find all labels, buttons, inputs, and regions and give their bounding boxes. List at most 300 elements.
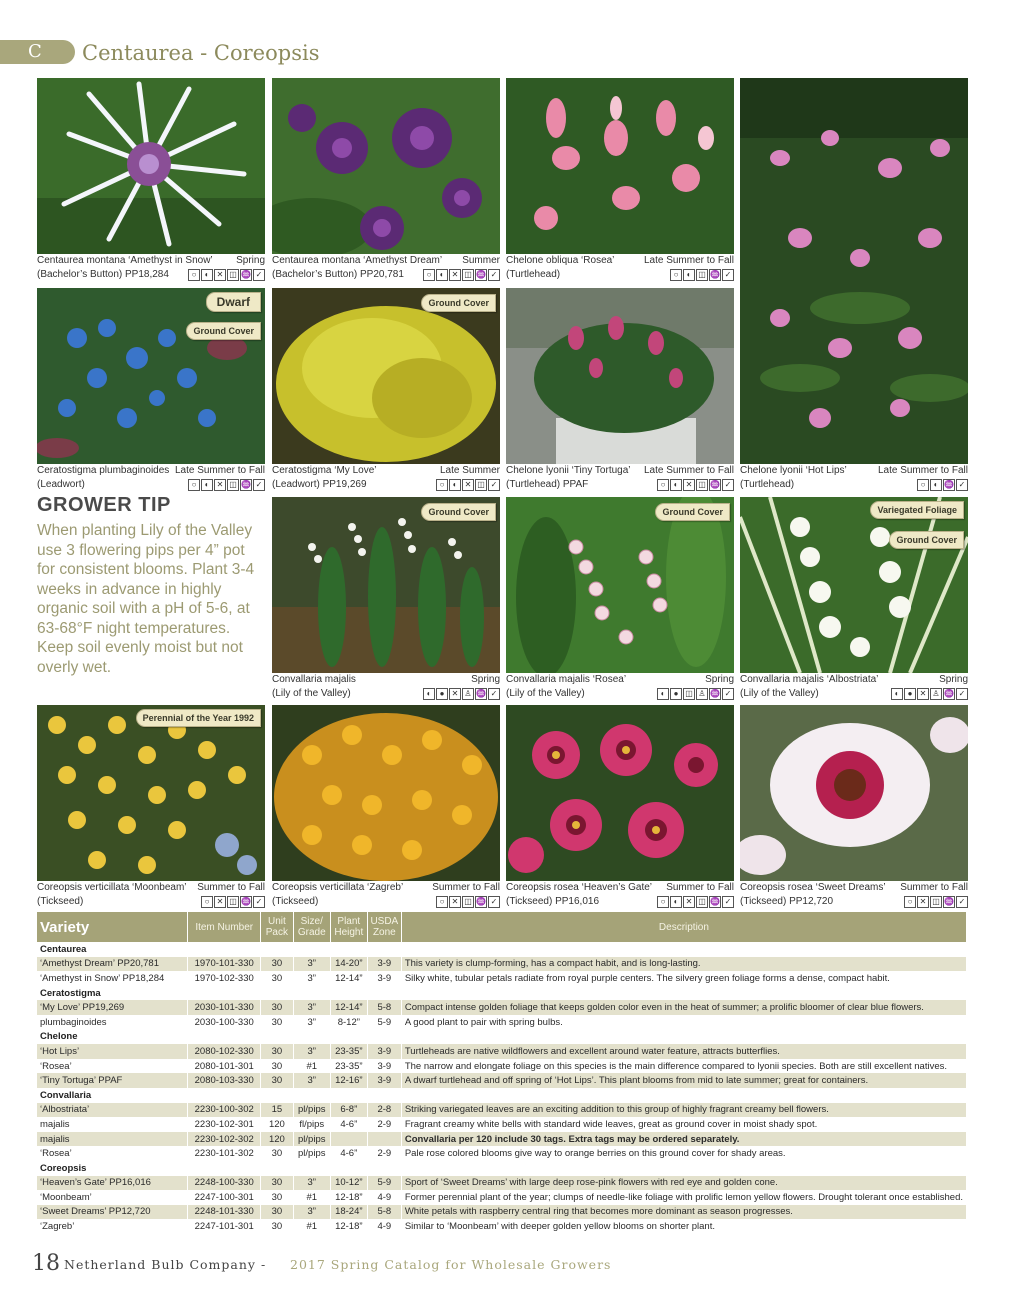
full-sun-icon: ○ [423,269,435,281]
plant-photo [740,78,968,464]
butterfly-icon: ♒ [476,897,486,906]
cut-flower-icon: ✓ [488,269,500,281]
bloom-season: Spring [939,674,968,685]
part-shade-icon: ◐ [201,269,213,281]
deer-resistant-icon: ✕ [214,479,226,491]
table-header-row [37,912,967,942]
plant-photo [740,705,968,881]
plant-common-name: (Lily of the Valley) [506,688,585,699]
container-icon: ◫ [696,896,708,908]
bloom-season: Spring [471,674,500,685]
ground-cover-badge: Ground Cover [655,503,730,521]
size-grade-cell: 3” [293,971,330,986]
table-row [37,1176,967,1191]
full-shade-icon: ● [670,688,682,700]
container-icon: ◫ [696,479,708,491]
size-grade-cell: 3” [293,1205,330,1220]
description-cell: Sport of ‘Sweet Dreams’ with large deep rose-pink flowers with red eye and golden cone. [401,1176,966,1191]
description-cell: Silky white, tubular petals radiate from royal purple centers. The silvery green foliage forms a dense, compact habit. [401,971,966,986]
size-grade-cell: #1 [293,1190,330,1205]
plant-height-cell: 12-16” [330,1073,367,1088]
description-cell: Convallaria per 120 include 30 tags. Extra tags may be ordered separately. [401,1132,966,1147]
table-row [37,1219,967,1234]
growing-icons [670,269,734,281]
deer-resistant-icon: ✕ [214,896,226,908]
plant-height-cell: 12-18” [330,1190,367,1205]
unit-pack-cell: 30 [261,1190,294,1205]
butterfly-icon: ♒ [710,480,720,489]
grower-tip [37,494,265,677]
col-unit-pack: Unit Pack [261,912,294,942]
variety-cell: ‘My Love’ PP19,269 [37,1000,188,1015]
growing-icons [891,688,968,700]
growing-icons [657,896,734,908]
item-number-cell: 2247-101-301 [188,1219,261,1234]
full-shade-icon: ● [436,688,448,700]
plant-name: Centaurea montana ‘Amethyst in Snow’ [37,255,213,266]
variety-cell: ‘Rosea’ [37,1146,188,1161]
cut-flower-icon: ✓ [956,688,968,700]
plant-common-name: (Tickseed) [37,896,84,907]
unit-pack-cell: 30 [261,1146,294,1161]
variety-cell: ‘Rosea’ [37,1059,188,1074]
col-variety: Variety [37,912,188,942]
plant-name: Ceratostigma ‘My Love’ [272,465,377,476]
group-name: Ceratostigma [37,986,967,1001]
container-icon: ◫ [683,688,695,700]
item-number-cell: 2080-101-301 [188,1059,261,1074]
col-plant-height: Plant Height [330,912,367,942]
full-sun-icon: ○ [904,896,916,908]
variety-cell: ‘Moonbeam’ [37,1190,188,1205]
size-grade-cell: 3” [293,1015,330,1030]
cut-flower-icon: ✓ [722,688,734,700]
table-group-row [37,1161,967,1176]
plant-height-cell [330,1132,367,1147]
plant-height-cell: 12-18” [330,1219,367,1234]
plant-height-cell: 4-6” [330,1146,367,1161]
variety-cell: ‘Tiny Tortuga’ PPAF [37,1073,188,1088]
bloom-season: Summer to Fall [666,882,734,893]
growing-icons [201,896,265,908]
size-grade-cell: pl/pips [293,1146,330,1161]
butterfly-icon: ♒ [710,270,720,279]
plant-name: Coreopsis rosea ‘Sweet Dreams’ [740,882,886,893]
table-group-row [37,986,967,1001]
table-row [37,957,967,972]
deer-resistant-icon: ✕ [917,896,929,908]
deer-resistant-icon: ✕ [449,688,461,700]
cut-flower-icon: ✓ [253,269,265,281]
usda-zone-cell: 4-9 [367,1219,401,1234]
full-sun-icon: ○ [670,269,682,281]
size-grade-cell: 3” [293,1176,330,1191]
butterfly-icon: ♒ [476,270,486,279]
group-name: Convallaria [37,1088,967,1103]
unit-pack-cell: 30 [261,1015,294,1030]
item-number-cell: 2248-100-330 [188,1176,261,1191]
size-grade-cell: #1 [293,1059,330,1074]
item-number-cell: 1970-101-330 [188,957,261,972]
cut-flower-icon: ✓ [488,479,500,491]
part-shade-icon: ◐ [201,479,213,491]
plant-common-name: (Turtlehead) PPAF [506,479,589,490]
full-sun-icon: ○ [436,896,448,908]
plant-name: Convallaria majalis ‘Rosea’ [506,674,627,685]
usda-zone-cell: 4-9 [367,1190,401,1205]
full-sun-icon: ○ [657,896,669,908]
container-icon: ◫ [696,269,708,281]
variety-table [37,912,967,1234]
cut-flower-icon: ✓ [722,479,734,491]
table-body [37,942,967,1234]
description-cell: Striking variegated leaves are an exciting addition to this group of highly fragrant creamy bell flowers. [401,1103,966,1118]
plant-photo [506,497,734,673]
plant-common-name: (Tickseed) PP12,720 [740,896,834,907]
butterfly-icon: ♒ [476,689,486,698]
part-shade-icon: ◐ [670,896,682,908]
ground-cover-badge: Ground Cover [186,322,261,340]
cut-flower-icon: ✓ [722,896,734,908]
item-number-cell: 2248-101-330 [188,1205,261,1220]
table-row [37,1117,967,1132]
usda-zone-cell [367,1132,401,1147]
butterfly-icon: ♒ [944,897,954,906]
plant-height-cell: 6-8” [330,1103,367,1118]
usda-zone-cell: 3-9 [367,1073,401,1088]
variety-cell: ‘Sweet Dreams’ PP12,720 [37,1205,188,1220]
deer-resistant-icon: ✕ [917,688,929,700]
bloom-season: Summer to Fall [197,882,265,893]
table-row [37,1205,967,1220]
plant-common-name: (Lily of the Valley) [272,688,351,699]
table-row [37,1103,967,1118]
cut-flower-icon: ✓ [488,896,500,908]
description-cell: A good plant to pair with spring bulbs. [401,1015,966,1030]
unit-pack-cell: 30 [261,1044,294,1059]
page-title: Centaurea - Coreopsis [82,41,320,65]
item-number-cell: 2080-103-330 [188,1073,261,1088]
part-shade-icon: ◐ [670,479,682,491]
bloom-season: Summer to Fall [900,882,968,893]
plant-common-name: (Leadwort) [37,479,85,490]
col-description: Description [401,912,966,942]
table-row [37,1059,967,1074]
butterfly-icon: ♒ [944,689,954,698]
poisonous-icon: ♙ [462,688,474,700]
plant-name: Coreopsis verticillata ‘Zagreb’ [272,882,404,893]
plant-name: Coreopsis verticillata ‘Moonbeam’ [37,882,187,893]
plant-photo [37,78,265,254]
table-row [37,971,967,986]
container-icon: ◫ [227,479,239,491]
deer-resistant-icon: ✕ [449,896,461,908]
container-icon: ◫ [227,269,239,281]
bloom-season: Late Summer [439,465,500,476]
col-size-grade: Size/ Grade [293,912,330,942]
plant-height-cell: 23-35” [330,1044,367,1059]
part-shade-icon: ◐ [683,269,695,281]
ground-cover-badge: Ground Cover [421,503,496,521]
variety-cell: majalis [37,1132,188,1147]
bloom-season: Summer to Fall [432,882,500,893]
deer-resistant-icon: ✕ [462,479,474,491]
variety-cell: ‘Amethyst Dream’ PP20,781 [37,957,188,972]
grower-tip-title: GROWER TIP [37,494,171,516]
table-row [37,1073,967,1088]
unit-pack-cell: 30 [261,1059,294,1074]
growing-icons [188,479,265,491]
full-sun-icon: ○ [917,479,929,491]
plant-height-cell: 14-20” [330,957,367,972]
item-number-cell: 2230-101-302 [188,1146,261,1161]
deer-resistant-icon: ✕ [683,896,695,908]
variegated-foliage-badge: Variegated Foliage [870,501,964,519]
bloom-season: Spring [705,674,734,685]
usda-zone-cell: 2-9 [367,1117,401,1132]
usda-zone-cell: 5-8 [367,1000,401,1015]
plant-height-cell: 23-35” [330,1059,367,1074]
growing-icons [423,688,500,700]
cut-flower-icon: ✓ [956,479,968,491]
variety-cell: ‘Zagreb’ [37,1219,188,1234]
item-number-cell: 2230-100-302 [188,1103,261,1118]
page-footer [32,1251,992,1279]
table-group-row [37,1088,967,1103]
usda-zone-cell: 3-9 [367,957,401,972]
butterfly-icon: ♒ [241,270,251,279]
usda-zone-cell: 3-9 [367,1059,401,1074]
table-row [37,1000,967,1015]
plant-photo [506,78,734,254]
plant-common-name: (Lily of the Valley) [740,688,819,699]
plant-name: Centaurea montana ‘Amethyst Dream’ [272,255,443,266]
plant-common-name: (Turtlehead) [740,479,795,490]
page-number: 18 [32,1251,60,1276]
growing-icons [436,479,500,491]
bloom-season: Late Summer to Fall [174,465,265,476]
col-usda-zone: USDA Zone [367,912,401,942]
plant-photo [740,497,968,673]
full-sun-icon: ○ [657,479,669,491]
variety-cell: ‘Albostriata’ [37,1103,188,1118]
unit-pack-cell: 30 [261,1176,294,1191]
usda-zone-cell: 2-9 [367,1146,401,1161]
group-name: Coreopsis [37,1161,967,1176]
butterfly-icon: ♒ [710,689,720,698]
plant-name: Chelone lyonii ‘Tiny Tortuga’ [506,465,631,476]
plant-photo [37,705,265,881]
description-cell: Fragrant creamy white bells with standard wide leaves, great as ground cover in moist shady spot. [401,1117,966,1132]
full-sun-icon: ○ [188,269,200,281]
group-name: Centaurea [37,942,967,957]
part-shade-icon: ◐ [930,479,942,491]
plant-photo [37,288,265,464]
unit-pack-cell: 120 [261,1132,294,1147]
size-grade-cell: pl/pips [293,1103,330,1118]
plant-common-name: (Bachelor’s Button) PP18,284 [37,269,169,280]
item-number-cell: 2030-100-330 [188,1015,261,1030]
description-cell: Pale rose colored blooms give way to orange berries on this ground cover for shady areas. [401,1146,966,1161]
growing-icons [188,269,265,281]
plant-height-cell: 10-12” [330,1176,367,1191]
item-number-cell: 2230-102-301 [188,1117,261,1132]
item-number-cell: 2230-102-302 [188,1132,261,1147]
container-icon: ◫ [227,896,239,908]
plant-common-name: (Leadwort) PP19,269 [272,479,367,490]
dwarf-badge: Dwarf [206,292,261,312]
ground-cover-badge: Ground Cover [421,294,496,312]
unit-pack-cell: 30 [261,971,294,986]
usda-zone-cell: 2-8 [367,1103,401,1118]
unit-pack-cell: 30 [261,957,294,972]
table-row [37,1044,967,1059]
usda-zone-cell: 3-9 [367,1044,401,1059]
usda-zone-cell: 5-9 [367,1176,401,1191]
growing-icons [657,688,734,700]
size-grade-cell: fl/pips [293,1117,330,1132]
unit-pack-cell: 30 [261,1073,294,1088]
plant-name: Ceratostigma plumbaginoides [37,465,170,476]
grower-tip-text: When planting Lily of the Valley use 3 flowering pips per 4” pot for consistent blooms. Plant 3-4 weeks in advance in highly organic soil with a pH of 5-6, at 63-68°F night temperatures. Keep soil evenly moist but not overly wet. [37,522,255,676]
deer-resistant-icon: ✕ [683,479,695,491]
size-grade-cell: 3” [293,957,330,972]
plant-common-name: (Tickseed) [272,896,319,907]
size-grade-cell: pl/pips [293,1132,330,1147]
variety-cell: ‘Hot Lips’ [37,1044,188,1059]
variety-cell: ‘Heaven’s Gate’ PP16,016 [37,1176,188,1191]
container-icon: ◫ [475,479,487,491]
plant-photo [272,497,500,673]
size-grade-cell: #1 [293,1219,330,1234]
plant-height-cell: 4-6” [330,1117,367,1132]
plant-name: Convallaria majalis ‘Albostriata’ [740,674,879,685]
item-number-cell: 2080-102-330 [188,1044,261,1059]
description-cell: Similar to ‘Moonbeam’ with deeper golden yellow blooms on shorter plant. [401,1219,966,1234]
catalog-title: 2017 Spring Catalog for Wholesale Growers [290,1257,612,1272]
bloom-season: Spring [236,255,265,266]
growing-icons [917,479,968,491]
part-shade-icon: ◐ [657,688,669,700]
plant-common-name: (Turtlehead) [506,269,561,280]
butterfly-icon: ♒ [710,897,720,906]
plant-common-name: (Tickseed) PP16,016 [506,896,600,907]
description-cell: Former perennial plant of the year; clumps of needle-like foliage with prolific lemon yellow flowers. Drought tolerant once established. [401,1190,966,1205]
plant-height-cell: 8-12” [330,1015,367,1030]
table-group-row [37,1030,967,1045]
butterfly-icon: ♒ [241,480,251,489]
size-grade-cell: 3” [293,1044,330,1059]
unit-pack-cell: 30 [261,1000,294,1015]
plant-photo [272,78,500,254]
cut-flower-icon: ✓ [253,896,265,908]
plant-photo [506,288,734,464]
group-name: Chelone [37,1030,967,1045]
company-name: Netherland Bulb Company - [64,1257,267,1272]
unit-pack-cell: 15 [261,1103,294,1118]
plant-height-cell: 12-14” [330,1000,367,1015]
plant-common-name: (Bachelor’s Button) PP20,781 [272,269,404,280]
table-row [37,1190,967,1205]
cut-flower-icon: ✓ [956,896,968,908]
full-shade-icon: ● [904,688,916,700]
item-number-cell: 1970-102-330 [188,971,261,986]
size-grade-cell: 3” [293,1000,330,1015]
plant-photo [272,705,500,881]
unit-pack-cell: 30 [261,1205,294,1220]
plant-name: Coreopsis rosea ‘Heaven’s Gate’ [506,882,653,893]
item-number-cell: 2247-100-301 [188,1190,261,1205]
description-cell: A dwarf turtlehead and off spring of ‘Hot Lips’. This plant blooms from mid to late summer; great for containers. [401,1073,966,1088]
perennial-of-the-year-badge: Perennial of the Year 1992 [136,709,261,727]
unit-pack-cell: 120 [261,1117,294,1132]
variety-cell: plumbaginoides [37,1015,188,1030]
full-sun-icon: ○ [436,479,448,491]
usda-zone-cell: 3-9 [367,971,401,986]
item-number-cell: 2030-101-330 [188,1000,261,1015]
bloom-season: Late Summer to Fall [643,465,734,476]
variety-cell: majalis [37,1117,188,1132]
section-letter-tab: C [0,40,75,64]
poisonous-icon: ♙ [696,688,708,700]
bloom-season: Summer [462,255,500,266]
description-cell: Compact intense golden foliage that keeps golden color even in the heat of summer; a prolific bloomer of clear blue flowers. [401,1000,966,1015]
bloom-season: Late Summer to Fall [877,465,968,476]
cut-flower-icon: ✓ [488,688,500,700]
cut-flower-icon: ✓ [722,269,734,281]
growing-icons [423,269,500,281]
butterfly-icon: ♒ [944,480,954,489]
table-row [37,1146,967,1161]
plant-name: Chelone obliqua ‘Rosea’ [506,255,615,266]
container-icon: ◫ [462,269,474,281]
growing-icons [657,479,734,491]
part-shade-icon: ◐ [436,269,448,281]
table-group-row [37,942,967,957]
usda-zone-cell: 5-9 [367,1015,401,1030]
deer-resistant-icon: ✕ [214,269,226,281]
full-sun-icon: ○ [188,479,200,491]
part-shade-icon: ◐ [423,688,435,700]
container-icon: ◫ [930,896,942,908]
description-cell: This variety is clump-forming, has a compact habit, and is long-lasting. [401,957,966,972]
container-icon: ◫ [462,896,474,908]
description-cell: White petals with raspberry central ring that becomes more dominant as season progresses. [401,1205,966,1220]
full-sun-icon: ○ [201,896,213,908]
butterfly-icon: ♒ [241,897,251,906]
description-cell: Turtleheads are native wildflowers and excellent around water feature, attracts butterflies. [401,1044,966,1059]
part-shade-icon: ◐ [891,688,903,700]
part-shade-icon: ◐ [449,479,461,491]
growing-icons [436,896,500,908]
ground-cover-badge: Ground Cover [889,531,964,549]
bloom-season: Late Summer to Fall [643,255,734,266]
plant-name: Convallaria majalis [272,674,356,685]
deer-resistant-icon: ✕ [449,269,461,281]
col-item-number: Item Number [188,912,261,942]
table-row [37,1132,967,1147]
size-grade-cell: 3” [293,1073,330,1088]
variety-cell: ‘Amethyst in Snow’ PP18,284 [37,971,188,986]
page-header [0,40,1024,66]
growing-icons [904,896,968,908]
plant-height-cell: 18-24” [330,1205,367,1220]
plant-name: Chelone lyonii ‘Hot Lips’ [740,465,847,476]
unit-pack-cell: 30 [261,1219,294,1234]
description-cell: The narrow and elongate foliage on this species is the main difference compared to lyonii species. Both are still excellent natives. [401,1059,966,1074]
cut-flower-icon: ✓ [253,479,265,491]
usda-zone-cell: 5-8 [367,1205,401,1220]
